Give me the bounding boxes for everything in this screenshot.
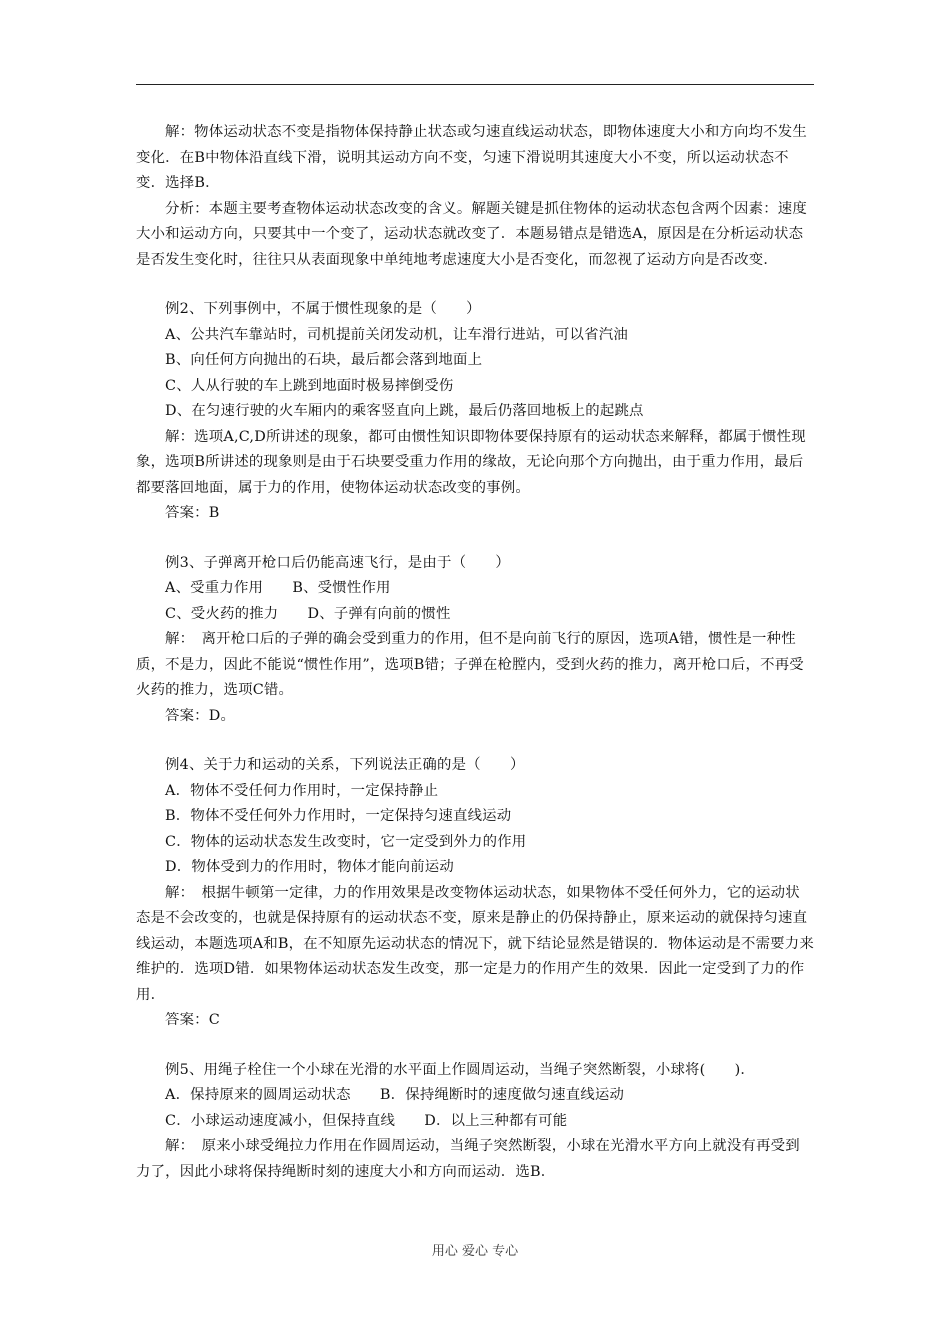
ex3-solution: 解： 离开枪口后的子弹的确会受到重力的作用，但不是向前飞行的原因，选项A错，惯性是一种性质，不是力，因此不能说“惯性作用”，选项B错；子弹在枪膛内，受到火药的推力，离开枪口后，不再受火药的推力，选项C错。 bbox=[136, 631, 804, 698]
ex4-option-b: B．物体不受任何外力作用时，一定保持匀速直线运动 bbox=[165, 808, 512, 824]
ex5-options-ab: A．保持原来的圆周运动状态 B．保持绳断时的速度做匀速直线运动 bbox=[165, 1087, 625, 1103]
ex4-option-c: C．物体的运动状态发生改变时，它一定受到外力的作用 bbox=[165, 833, 527, 850]
ex2-option-b: B、向任何方向抛出的石块，最后都会落到地面上 bbox=[165, 352, 483, 368]
ex2-question: 例2、下列事例中，不属于惯性现象的是（ ） bbox=[165, 301, 481, 317]
ex3-options-cd: C、受火药的推力 D、子弹有向前的惯性 bbox=[165, 605, 451, 622]
ex1-solution: 解：物体运动状态不变是指物体保持静止状态或匀速直线运动状态，即物体速度大小和方向均不发生变化．在B中物体沿直线下滑，说明其运动方向不变，匀速下滑说明其速度大小不变，所以运动状态不变．选择B． bbox=[136, 124, 807, 191]
ex4-answer: 答案：C bbox=[165, 1012, 220, 1028]
ex2-solution: 解：选项A,C,D所讲述的现象，都可由惯性知识即物体要保持原有的运动状态来解释，都属于惯性现象，选项B所讲述的现象则是由于石块要受重力作用的缘故，无论向那个方向抛出，由于重力作用，最后都要落回地面，属于力的作用，使物体运动状态改变的事例。 bbox=[136, 428, 806, 496]
ex3-options-ab: A、受重力作用 B、受惯性作用 bbox=[165, 580, 391, 596]
ex4-question: 例4、关于力和运动的关系，下列说法正确的是（ ） bbox=[165, 757, 525, 773]
ex3-question: 例3、子弹离开枪口后仍能高速飞行，是由于（ ） bbox=[165, 554, 510, 571]
ex2-option-a: A、公共汽车靠站时，司机提前关闭发动机，让车滑行进站，可以省汽油 bbox=[165, 326, 628, 343]
ex5-solution: 解： 原来小球受绳拉力作用在作圆周运动，当绳子突然断裂，小球在光滑水平方向上就没有再受到力了，因此小球将保持绳断时刻的速度大小和方向而运动．选B． bbox=[136, 1138, 800, 1180]
page-footer: 用心 爱心 专心 bbox=[431, 1244, 519, 1259]
ex2-option-d: D、在匀速行驶的火车厢内的乘客竖直向上跳，最后仍落回地板上的起跳点 bbox=[165, 403, 644, 419]
ex4-option-d: D．物体受到力的作用时，物体才能向前运动 bbox=[165, 859, 454, 875]
ex5-question: 例5、用绳子栓住一个小球在光滑的水平面上作圆周运动，当绳子突然断裂，小球将( )． bbox=[165, 1061, 756, 1078]
header-rule bbox=[136, 84, 814, 85]
ex2-answer: 答案：B bbox=[165, 505, 220, 521]
spacer bbox=[136, 729, 814, 753]
ex3-answer: 答案：D。 bbox=[165, 707, 236, 724]
document-body bbox=[136, 120, 814, 1185]
spacer bbox=[136, 527, 814, 551]
ex4-solution: 解： 根据牛顿第一定律，力的作用效果是改变物体运动状态，如果物体不受任何外力，它的运动状态是不会改变的，也就是保持原有的运动状态不变，原来是静止的仍保持静止，原来运动的就保持匀速直线运动，本题选项A和B，在不知原先运动状态的情况下，就下结论显然是错误的．物体运动是不需要力来维护的．选项D错．如果物体运动状态发生改变，那一定是力的作用产生的效果．因此一定受到了力的作用． bbox=[136, 884, 814, 1003]
spacer bbox=[136, 1034, 814, 1058]
spacer bbox=[136, 273, 814, 297]
ex2-option-c: C、人从行驶的车上跳到地面时极易摔倒受伤 bbox=[165, 377, 454, 394]
ex1-analysis: 分析：本题主要考查物体运动状态改变的含义。解题关键是抓住物体的运动状态包含两个因素：速度大小和运动方向，只要其中一个变了，运动状态就改变了．本题易错点是错选A，原因是在分析运动状态是否发生变化时，往往只从表面现象中单纯地考虑速度大小是否变化，而忽视了运动方向是否改变． bbox=[136, 200, 807, 268]
ex5-options-cd: C．小球运动速度减小，但保持直线 D．以上三种都有可能 bbox=[165, 1112, 568, 1129]
ex4-option-a: A．物体不受任何力作用时，一定保持静止 bbox=[165, 782, 439, 799]
